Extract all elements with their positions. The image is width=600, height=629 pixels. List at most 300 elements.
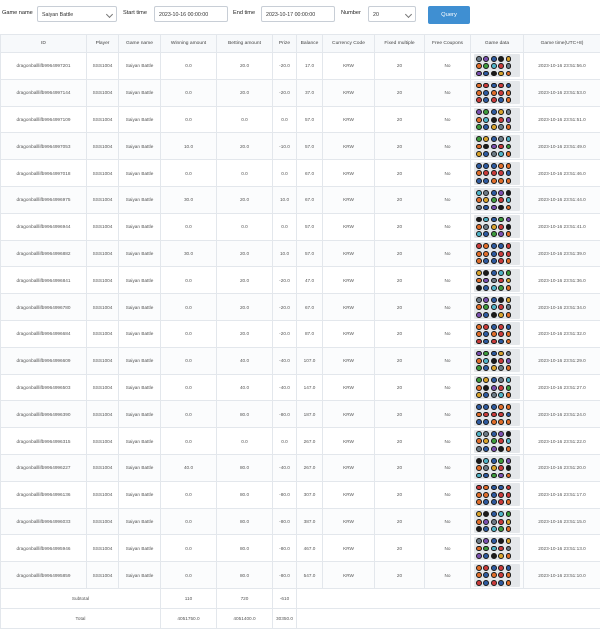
game-symbol-icon xyxy=(506,243,512,249)
game-symbol-icon xyxy=(506,124,512,130)
cell-game-data[interactable] xyxy=(471,454,524,481)
game-symbol-icon xyxy=(506,136,512,142)
cell-id: dragonballlifb9964997201 xyxy=(1,53,87,80)
cell-game-data[interactable] xyxy=(471,508,524,535)
cell-fixed-multiple: 20 xyxy=(375,106,425,133)
cell-game-time: 2023-10-16 23:51:34.0 xyxy=(524,294,600,321)
cell-game-data[interactable] xyxy=(471,535,524,562)
game-symbol-icon xyxy=(506,109,512,115)
game-symbol-icon xyxy=(491,117,497,123)
end-time-value: 2023-10-17 00:00:00 xyxy=(266,12,315,18)
cell-winning-amount: 0.0 xyxy=(161,562,217,589)
cell-currency-code: KRW xyxy=(323,428,375,455)
cell-free-coupons: No xyxy=(425,160,471,187)
game-symbol-icon xyxy=(498,377,504,383)
game-symbol-icon xyxy=(491,197,497,203)
cell-player: SSS1004 xyxy=(87,401,119,428)
cell-currency-code: KRW xyxy=(323,106,375,133)
table-row xyxy=(1,347,600,374)
game-symbol-icon xyxy=(476,243,482,249)
game-symbol-icon xyxy=(491,446,497,452)
game-symbol-icon xyxy=(498,492,504,498)
game-data-thumbnail[interactable] xyxy=(474,81,520,104)
cell-balance: 307.0 xyxy=(297,481,323,508)
game-symbol-icon xyxy=(491,217,497,223)
game-symbol-icon xyxy=(476,304,482,310)
game-symbol-icon xyxy=(498,538,504,544)
game-data-thumbnail[interactable] xyxy=(474,54,520,77)
game-symbol-icon xyxy=(491,511,497,517)
game-symbol-icon xyxy=(506,412,512,418)
game-symbol-icon xyxy=(483,438,489,444)
game-symbol-icon xyxy=(483,351,489,357)
game-symbol-icon xyxy=(483,526,489,532)
game-symbol-icon xyxy=(506,546,512,552)
game-data-grid xyxy=(476,351,512,372)
cell-player: SSS1004 xyxy=(87,347,119,374)
cell-game-name: Saiyan Battle xyxy=(119,535,161,562)
game-symbol-icon xyxy=(476,526,482,532)
game-symbol-icon xyxy=(498,404,504,410)
cell-game-data[interactable] xyxy=(471,240,524,267)
cell-balance: 187.0 xyxy=(297,401,323,428)
cell-player: SSS1004 xyxy=(87,79,119,106)
cell-currency-code: KRW xyxy=(323,79,375,106)
game-symbol-icon xyxy=(498,278,504,284)
cell-winning-amount: 10.0 xyxy=(161,133,217,160)
game-symbol-icon xyxy=(491,144,497,150)
game-symbol-icon xyxy=(498,90,504,96)
cell-game-time: 2023-10-16 23:51:20.0 xyxy=(524,454,600,481)
game-symbol-icon xyxy=(506,553,512,559)
cell-prize: -40.0 xyxy=(273,347,297,374)
game-data-thumbnail[interactable] xyxy=(474,269,520,292)
column-header: Prize xyxy=(273,35,297,53)
game-symbol-icon xyxy=(483,297,489,303)
cell-betting-amount: 0.0 xyxy=(217,160,273,187)
table-row xyxy=(1,401,600,428)
game-symbol-icon xyxy=(491,278,497,284)
game-symbol-icon xyxy=(476,178,482,184)
game-symbol-icon xyxy=(483,538,489,544)
game-symbol-icon xyxy=(498,465,504,471)
game-symbol-icon xyxy=(491,331,497,337)
cell-free-coupons: No xyxy=(425,562,471,589)
game-symbol-icon xyxy=(491,431,497,437)
game-symbol-icon xyxy=(506,251,512,257)
cell-balance: 57.0 xyxy=(297,240,323,267)
cell-betting-amount: 80.0 xyxy=(217,562,273,589)
game-symbol-icon xyxy=(506,285,512,291)
game-symbol-icon xyxy=(498,63,504,69)
cell-player: SSS1004 xyxy=(87,267,119,294)
game-symbol-icon xyxy=(491,151,497,157)
cell-fixed-multiple: 20 xyxy=(375,240,425,267)
game-symbol-icon xyxy=(483,365,489,371)
cell-currency-code: KRW xyxy=(323,454,375,481)
game-symbol-icon xyxy=(491,312,497,318)
cell-id: dragonballlifb9964996390 xyxy=(1,401,87,428)
game-symbol-icon xyxy=(483,485,489,491)
table-row xyxy=(1,481,600,508)
game-symbol-icon xyxy=(491,358,497,364)
cell-prize: -80.0 xyxy=(273,508,297,535)
cell-prize: -40.0 xyxy=(273,454,297,481)
game-symbol-icon xyxy=(506,170,512,176)
cell-prize: 0.0 xyxy=(273,213,297,240)
game-symbol-icon xyxy=(506,465,512,471)
cell-game-name: Saiyan Battle xyxy=(119,294,161,321)
cell-betting-amount: 0.0 xyxy=(217,213,273,240)
game-symbol-icon xyxy=(506,351,512,357)
query-button[interactable]: Query xyxy=(428,6,470,24)
records-table xyxy=(0,34,600,629)
game-symbol-icon xyxy=(491,339,497,345)
game-data-thumbnail[interactable] xyxy=(474,483,520,506)
number-label: Number xyxy=(341,10,361,16)
cell-betting-amount: 20.0 xyxy=(217,320,273,347)
game-symbol-icon xyxy=(483,458,489,464)
game-data-grid xyxy=(476,324,512,345)
game-data-thumbnail[interactable] xyxy=(474,510,520,533)
table-row xyxy=(1,267,600,294)
cell-winning-amount: 0.0 xyxy=(161,294,217,321)
game-data-grid xyxy=(476,538,512,559)
game-symbol-icon xyxy=(506,358,512,364)
cell-balance: 57.0 xyxy=(297,106,323,133)
cell-id: dragonballlifb9964996882 xyxy=(1,240,87,267)
cell-prize: -20.0 xyxy=(273,79,297,106)
game-symbol-icon xyxy=(506,144,512,150)
cell-prize: 0.0 xyxy=(273,106,297,133)
game-symbol-icon xyxy=(506,572,512,578)
game-symbol-icon xyxy=(491,458,497,464)
cell-player: SSS1004 xyxy=(87,106,119,133)
cell-winning-amount: 0.0 xyxy=(161,481,217,508)
game-data-thumbnail[interactable] xyxy=(474,403,520,426)
cell-free-coupons: No xyxy=(425,106,471,133)
cell-game-data[interactable] xyxy=(471,481,524,508)
cell-balance: 147.0 xyxy=(297,374,323,401)
game-data-thumbnail[interactable] xyxy=(474,135,520,158)
game-symbol-icon xyxy=(483,83,489,89)
game-symbol-icon xyxy=(506,258,512,264)
cell-id: dragonballlifb9964996315 xyxy=(1,428,87,455)
cell-game-data[interactable] xyxy=(471,213,524,240)
cell-game-time: 2023-10-16 23:51:10.0 xyxy=(524,562,600,589)
cell-fixed-multiple: 20 xyxy=(375,186,425,213)
game-symbol-icon xyxy=(476,109,482,115)
game-data-thumbnail[interactable] xyxy=(474,456,520,479)
cell-currency-code: KRW xyxy=(323,213,375,240)
cell-winning-amount: 0.0 xyxy=(161,267,217,294)
game-symbol-icon xyxy=(483,117,489,123)
total-empty xyxy=(297,608,600,628)
game-symbol-icon xyxy=(483,258,489,264)
cell-game-data[interactable] xyxy=(471,562,524,589)
cell-game-time: 2023-10-16 23:51:27.0 xyxy=(524,374,600,401)
cell-prize: -40.0 xyxy=(273,374,297,401)
cell-prize: 0.0 xyxy=(273,160,297,187)
game-name-select[interactable] xyxy=(37,6,117,22)
game-symbol-icon xyxy=(491,124,497,130)
game-symbol-icon xyxy=(506,71,512,77)
game-data-thumbnail[interactable] xyxy=(474,376,520,399)
cell-game-data[interactable] xyxy=(471,106,524,133)
game-data-grid xyxy=(476,217,512,238)
game-symbol-icon xyxy=(506,297,512,303)
cell-free-coupons: No xyxy=(425,401,471,428)
start-time-input[interactable] xyxy=(154,6,228,22)
game-symbol-icon xyxy=(491,385,497,391)
game-symbol-icon xyxy=(498,197,504,203)
cell-game-data[interactable] xyxy=(471,53,524,80)
game-symbol-icon xyxy=(476,351,482,357)
cell-game-data[interactable] xyxy=(471,320,524,347)
game-data-thumbnail[interactable] xyxy=(474,537,520,560)
game-symbol-icon xyxy=(476,324,482,330)
cell-prize: -20.0 xyxy=(273,294,297,321)
game-data-grid xyxy=(476,163,512,184)
game-symbol-icon xyxy=(498,297,504,303)
game-symbol-icon xyxy=(483,565,489,571)
cell-free-coupons: No xyxy=(425,428,471,455)
game-data-grid xyxy=(476,485,512,506)
column-header: Currency Code xyxy=(323,35,375,53)
game-symbol-icon xyxy=(506,197,512,203)
game-symbol-icon xyxy=(476,251,482,257)
cell-currency-code: KRW xyxy=(323,347,375,374)
cell-balance: 87.0 xyxy=(297,320,323,347)
game-symbol-icon xyxy=(476,465,482,471)
cell-game-data[interactable] xyxy=(471,294,524,321)
cell-id: dragonballlifb9964996780 xyxy=(1,294,87,321)
cell-id: dragonballlifb9964996503 xyxy=(1,374,87,401)
game-symbol-icon xyxy=(506,485,512,491)
game-symbol-icon xyxy=(498,251,504,257)
cell-fixed-multiple: 20 xyxy=(375,160,425,187)
game-symbol-icon xyxy=(483,224,489,230)
game-data-thumbnail[interactable] xyxy=(474,108,520,131)
game-symbol-icon xyxy=(506,83,512,89)
game-symbol-icon xyxy=(476,312,482,318)
cell-fixed-multiple: 20 xyxy=(375,133,425,160)
cell-game-name: Saiyan Battle xyxy=(119,79,161,106)
table-row xyxy=(1,428,600,455)
game-symbol-icon xyxy=(498,546,504,552)
game-symbol-icon xyxy=(483,546,489,552)
game-symbol-icon xyxy=(483,446,489,452)
game-symbol-icon xyxy=(483,190,489,196)
cell-game-data[interactable] xyxy=(471,401,524,428)
cell-game-time: 2023-10-16 23:51:56.0 xyxy=(524,53,600,80)
cell-currency-code: KRW xyxy=(323,535,375,562)
cell-game-data[interactable] xyxy=(471,160,524,187)
game-symbol-icon xyxy=(506,519,512,525)
game-symbol-icon xyxy=(483,205,489,211)
game-data-thumbnail[interactable] xyxy=(474,430,520,453)
game-symbol-icon xyxy=(483,151,489,157)
game-symbol-icon xyxy=(491,546,497,552)
cell-game-data[interactable] xyxy=(471,79,524,106)
cell-free-coupons: No xyxy=(425,240,471,267)
cell-currency-code: KRW xyxy=(323,53,375,80)
cell-free-coupons: No xyxy=(425,347,471,374)
game-symbol-icon xyxy=(506,178,512,184)
cell-currency-code: KRW xyxy=(323,401,375,428)
cell-game-name: Saiyan Battle xyxy=(119,428,161,455)
cell-game-time: 2023-10-16 23:51:44.0 xyxy=(524,186,600,213)
game-symbol-icon xyxy=(491,565,497,571)
table-body xyxy=(1,53,600,589)
column-header: Game name xyxy=(119,35,161,53)
game-symbol-icon xyxy=(506,511,512,517)
cell-fixed-multiple: 20 xyxy=(375,347,425,374)
cell-free-coupons: No xyxy=(425,374,471,401)
number-select[interactable] xyxy=(368,6,416,22)
game-data-grid xyxy=(476,190,512,211)
cell-game-time: 2023-10-16 23:51:39.0 xyxy=(524,240,600,267)
game-data-thumbnail[interactable] xyxy=(474,564,520,587)
game-symbol-icon xyxy=(498,170,504,176)
game-symbol-icon xyxy=(483,63,489,69)
table-row xyxy=(1,535,600,562)
end-time-input[interactable] xyxy=(261,6,335,22)
cell-fixed-multiple: 20 xyxy=(375,79,425,106)
game-symbol-icon xyxy=(476,392,482,398)
game-symbol-icon xyxy=(476,404,482,410)
cell-id: dragonballlifb9964996944 xyxy=(1,213,87,240)
subtotal-prize: -610 xyxy=(273,588,297,608)
game-symbol-icon xyxy=(498,124,504,130)
cell-betting-amount: 20.0 xyxy=(217,186,273,213)
cell-balance: 267.0 xyxy=(297,454,323,481)
game-symbol-icon xyxy=(483,392,489,398)
cell-game-name: Saiyan Battle xyxy=(119,454,161,481)
column-header: Game data xyxy=(471,35,524,53)
game-symbol-icon xyxy=(498,83,504,89)
cell-balance: 387.0 xyxy=(297,508,323,535)
game-symbol-icon xyxy=(483,339,489,345)
game-data-thumbnail[interactable] xyxy=(474,215,520,238)
table-row xyxy=(1,160,600,187)
game-symbol-icon xyxy=(491,136,497,142)
game-symbol-icon xyxy=(491,392,497,398)
game-data-thumbnail[interactable] xyxy=(474,162,520,185)
table-row xyxy=(1,454,600,481)
game-symbol-icon xyxy=(483,419,489,425)
game-symbol-icon xyxy=(506,97,512,103)
game-symbol-icon xyxy=(498,324,504,330)
game-data-thumbnail[interactable] xyxy=(474,349,520,372)
game-symbol-icon xyxy=(498,339,504,345)
game-symbol-icon xyxy=(491,404,497,410)
game-symbol-icon xyxy=(476,331,482,337)
game-symbol-icon xyxy=(491,492,497,498)
cell-player: SSS1004 xyxy=(87,240,119,267)
game-symbol-icon xyxy=(483,90,489,96)
cell-balance: 17.0 xyxy=(297,53,323,80)
game-symbol-icon xyxy=(491,258,497,264)
cell-betting-amount: 80.0 xyxy=(217,508,273,535)
game-data-thumbnail[interactable] xyxy=(474,296,520,319)
table-row xyxy=(1,186,600,213)
cell-game-name: Saiyan Battle xyxy=(119,401,161,428)
cell-balance: 37.0 xyxy=(297,79,323,106)
game-symbol-icon xyxy=(476,473,482,479)
game-symbol-icon xyxy=(506,339,512,345)
cell-player: SSS1004 xyxy=(87,535,119,562)
cell-currency-code: KRW xyxy=(323,508,375,535)
cell-game-data[interactable] xyxy=(471,133,524,160)
cell-player: SSS1004 xyxy=(87,213,119,240)
total-label: Total xyxy=(1,608,161,628)
cell-game-data[interactable] xyxy=(471,428,524,455)
cell-game-name: Saiyan Battle xyxy=(119,53,161,80)
table-header-row xyxy=(1,35,600,53)
game-symbol-icon xyxy=(476,538,482,544)
game-symbol-icon xyxy=(476,385,482,391)
cell-game-data[interactable] xyxy=(471,267,524,294)
game-symbol-icon xyxy=(506,431,512,437)
game-symbol-icon xyxy=(491,499,497,505)
game-data-grid xyxy=(476,243,512,264)
game-data-thumbnail[interactable] xyxy=(474,188,520,211)
game-symbol-icon xyxy=(491,163,497,169)
game-symbol-icon xyxy=(476,90,482,96)
game-symbol-icon xyxy=(506,331,512,337)
cell-winning-amount: 30.0 xyxy=(161,240,217,267)
game-symbol-icon xyxy=(476,580,482,586)
cell-fixed-multiple: 20 xyxy=(375,320,425,347)
game-symbol-icon xyxy=(491,270,497,276)
cell-game-data[interactable] xyxy=(471,374,524,401)
game-data-grid xyxy=(476,404,512,425)
cell-currency-code: KRW xyxy=(323,160,375,187)
chevron-down-icon xyxy=(106,11,113,18)
cell-id: dragonballlifb9964995946 xyxy=(1,535,87,562)
cell-fixed-multiple: 20 xyxy=(375,481,425,508)
game-data-thumbnail[interactable] xyxy=(474,322,520,345)
game-symbol-icon xyxy=(476,117,482,123)
game-data-thumbnail[interactable] xyxy=(474,242,520,265)
game-symbol-icon xyxy=(506,56,512,62)
game-symbol-icon xyxy=(483,312,489,318)
end-time-label: End time xyxy=(233,10,255,16)
cell-game-data[interactable] xyxy=(471,186,524,213)
cell-winning-amount: 0.0 xyxy=(161,401,217,428)
cell-prize: -80.0 xyxy=(273,535,297,562)
game-symbol-icon xyxy=(476,190,482,196)
game-symbol-icon xyxy=(491,351,497,357)
cell-winning-amount: 0.0 xyxy=(161,106,217,133)
cell-balance: 47.0 xyxy=(297,267,323,294)
cell-winning-amount: 0.0 xyxy=(161,428,217,455)
game-symbol-icon xyxy=(506,526,512,532)
cell-id: dragonballlifb9964996136 xyxy=(1,481,87,508)
game-symbol-icon xyxy=(498,446,504,452)
chevron-down-icon xyxy=(405,11,412,18)
game-symbol-icon xyxy=(491,572,497,578)
game-symbol-icon xyxy=(506,205,512,211)
game-symbol-icon xyxy=(483,217,489,223)
game-symbol-icon xyxy=(506,117,512,123)
cell-game-data[interactable] xyxy=(471,347,524,374)
cell-prize: -20.0 xyxy=(273,53,297,80)
game-symbol-icon xyxy=(483,178,489,184)
game-symbol-icon xyxy=(498,438,504,444)
game-symbol-icon xyxy=(498,304,504,310)
